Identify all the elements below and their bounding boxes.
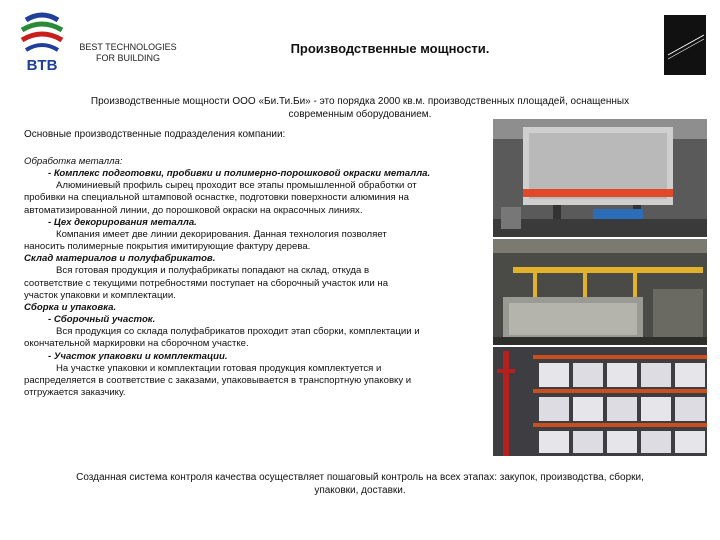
page-title: Производственные мощности. bbox=[290, 41, 490, 56]
corner-mark-icon bbox=[664, 15, 706, 75]
body-line: - Сборочный участок. bbox=[48, 314, 156, 326]
body-line: - Участок упаковки и комплектации. bbox=[48, 350, 228, 362]
body-line: окончательной маркировки на сборочном участке. bbox=[24, 338, 249, 350]
brand-line-1: BEST TECHNOLOGIES bbox=[79, 42, 177, 52]
body-line: соответствие с текущими потребностями поступает на сборочный участок или на bbox=[24, 277, 389, 289]
body-line: автоматизированной линии, до порошковой окраски на окрасочных линиях. bbox=[24, 204, 363, 216]
body-line: Обработка металла: bbox=[24, 156, 123, 167]
intro-line-2: современным оборудованием. bbox=[288, 109, 432, 120]
body-line: участок упаковки и комплектации. bbox=[24, 289, 176, 301]
production-photos bbox=[493, 119, 707, 456]
body-line: Вся продукция со склада полуфабрикатов проходит этап сборки, комплектации и bbox=[56, 326, 420, 338]
photo-decoration-line bbox=[493, 239, 707, 345]
photo-painting-line bbox=[493, 119, 707, 237]
body-line: Компания имеет две линии декорирования. Данная технология позволяет bbox=[56, 228, 387, 240]
footer-line-1: Созданная система контроля качества осуществляет пошаговый контроль на всех этапах: закупок, производства, сборки, bbox=[76, 472, 644, 483]
intro-paragraph bbox=[40, 95, 680, 121]
brand-tagline bbox=[76, 42, 180, 64]
body-text bbox=[24, 156, 480, 399]
subheading: Основные производственные подразделения компании: bbox=[24, 129, 286, 140]
body-line: распределяется в соответствие с заказами, упаковывается в транспортную упаковку и bbox=[24, 374, 412, 386]
company-logo bbox=[16, 10, 68, 74]
body-line: - Цех декорирования металла. bbox=[48, 216, 197, 228]
photo-warehouse bbox=[493, 347, 707, 456]
body-line: Сборка и упаковка. bbox=[24, 301, 117, 313]
body-line: Вся готовая продукция и полуфабрикаты попадают на склад, откуда в bbox=[56, 265, 370, 277]
body-line: На участке упаковки и комплектации готовая продукция комплектуется и bbox=[56, 362, 382, 374]
footer-paragraph bbox=[30, 471, 690, 497]
body-line: - Комплекс подготовки, пробивки и полимерно-порошковой окраски металла. bbox=[48, 168, 431, 180]
footer-line-2: упаковки, доставки. bbox=[314, 485, 406, 496]
body-line: Склад материалов и полуфабрикатов. bbox=[24, 253, 216, 265]
intro-line-1: Производственные мощности ООО «Би.Ти.Би» - это порядка 2000 кв.м. производственных площадей, оснащенных bbox=[90, 96, 630, 107]
body-line: пробивки на специальной штамповой оснастке, подготовки поверхности алюминия на bbox=[24, 192, 409, 204]
logo-text: BTB bbox=[26, 57, 58, 74]
body-line: Алюминиевый профиль сырец проходит все этапы промышленной обработки от bbox=[56, 180, 417, 192]
body-line: наносить полимерные покрытия имитирующие фактуру дерева. bbox=[24, 241, 311, 253]
body-line: отгружается заказчику. bbox=[24, 386, 126, 398]
brand-line-2: FOR BUILDING bbox=[95, 53, 160, 63]
